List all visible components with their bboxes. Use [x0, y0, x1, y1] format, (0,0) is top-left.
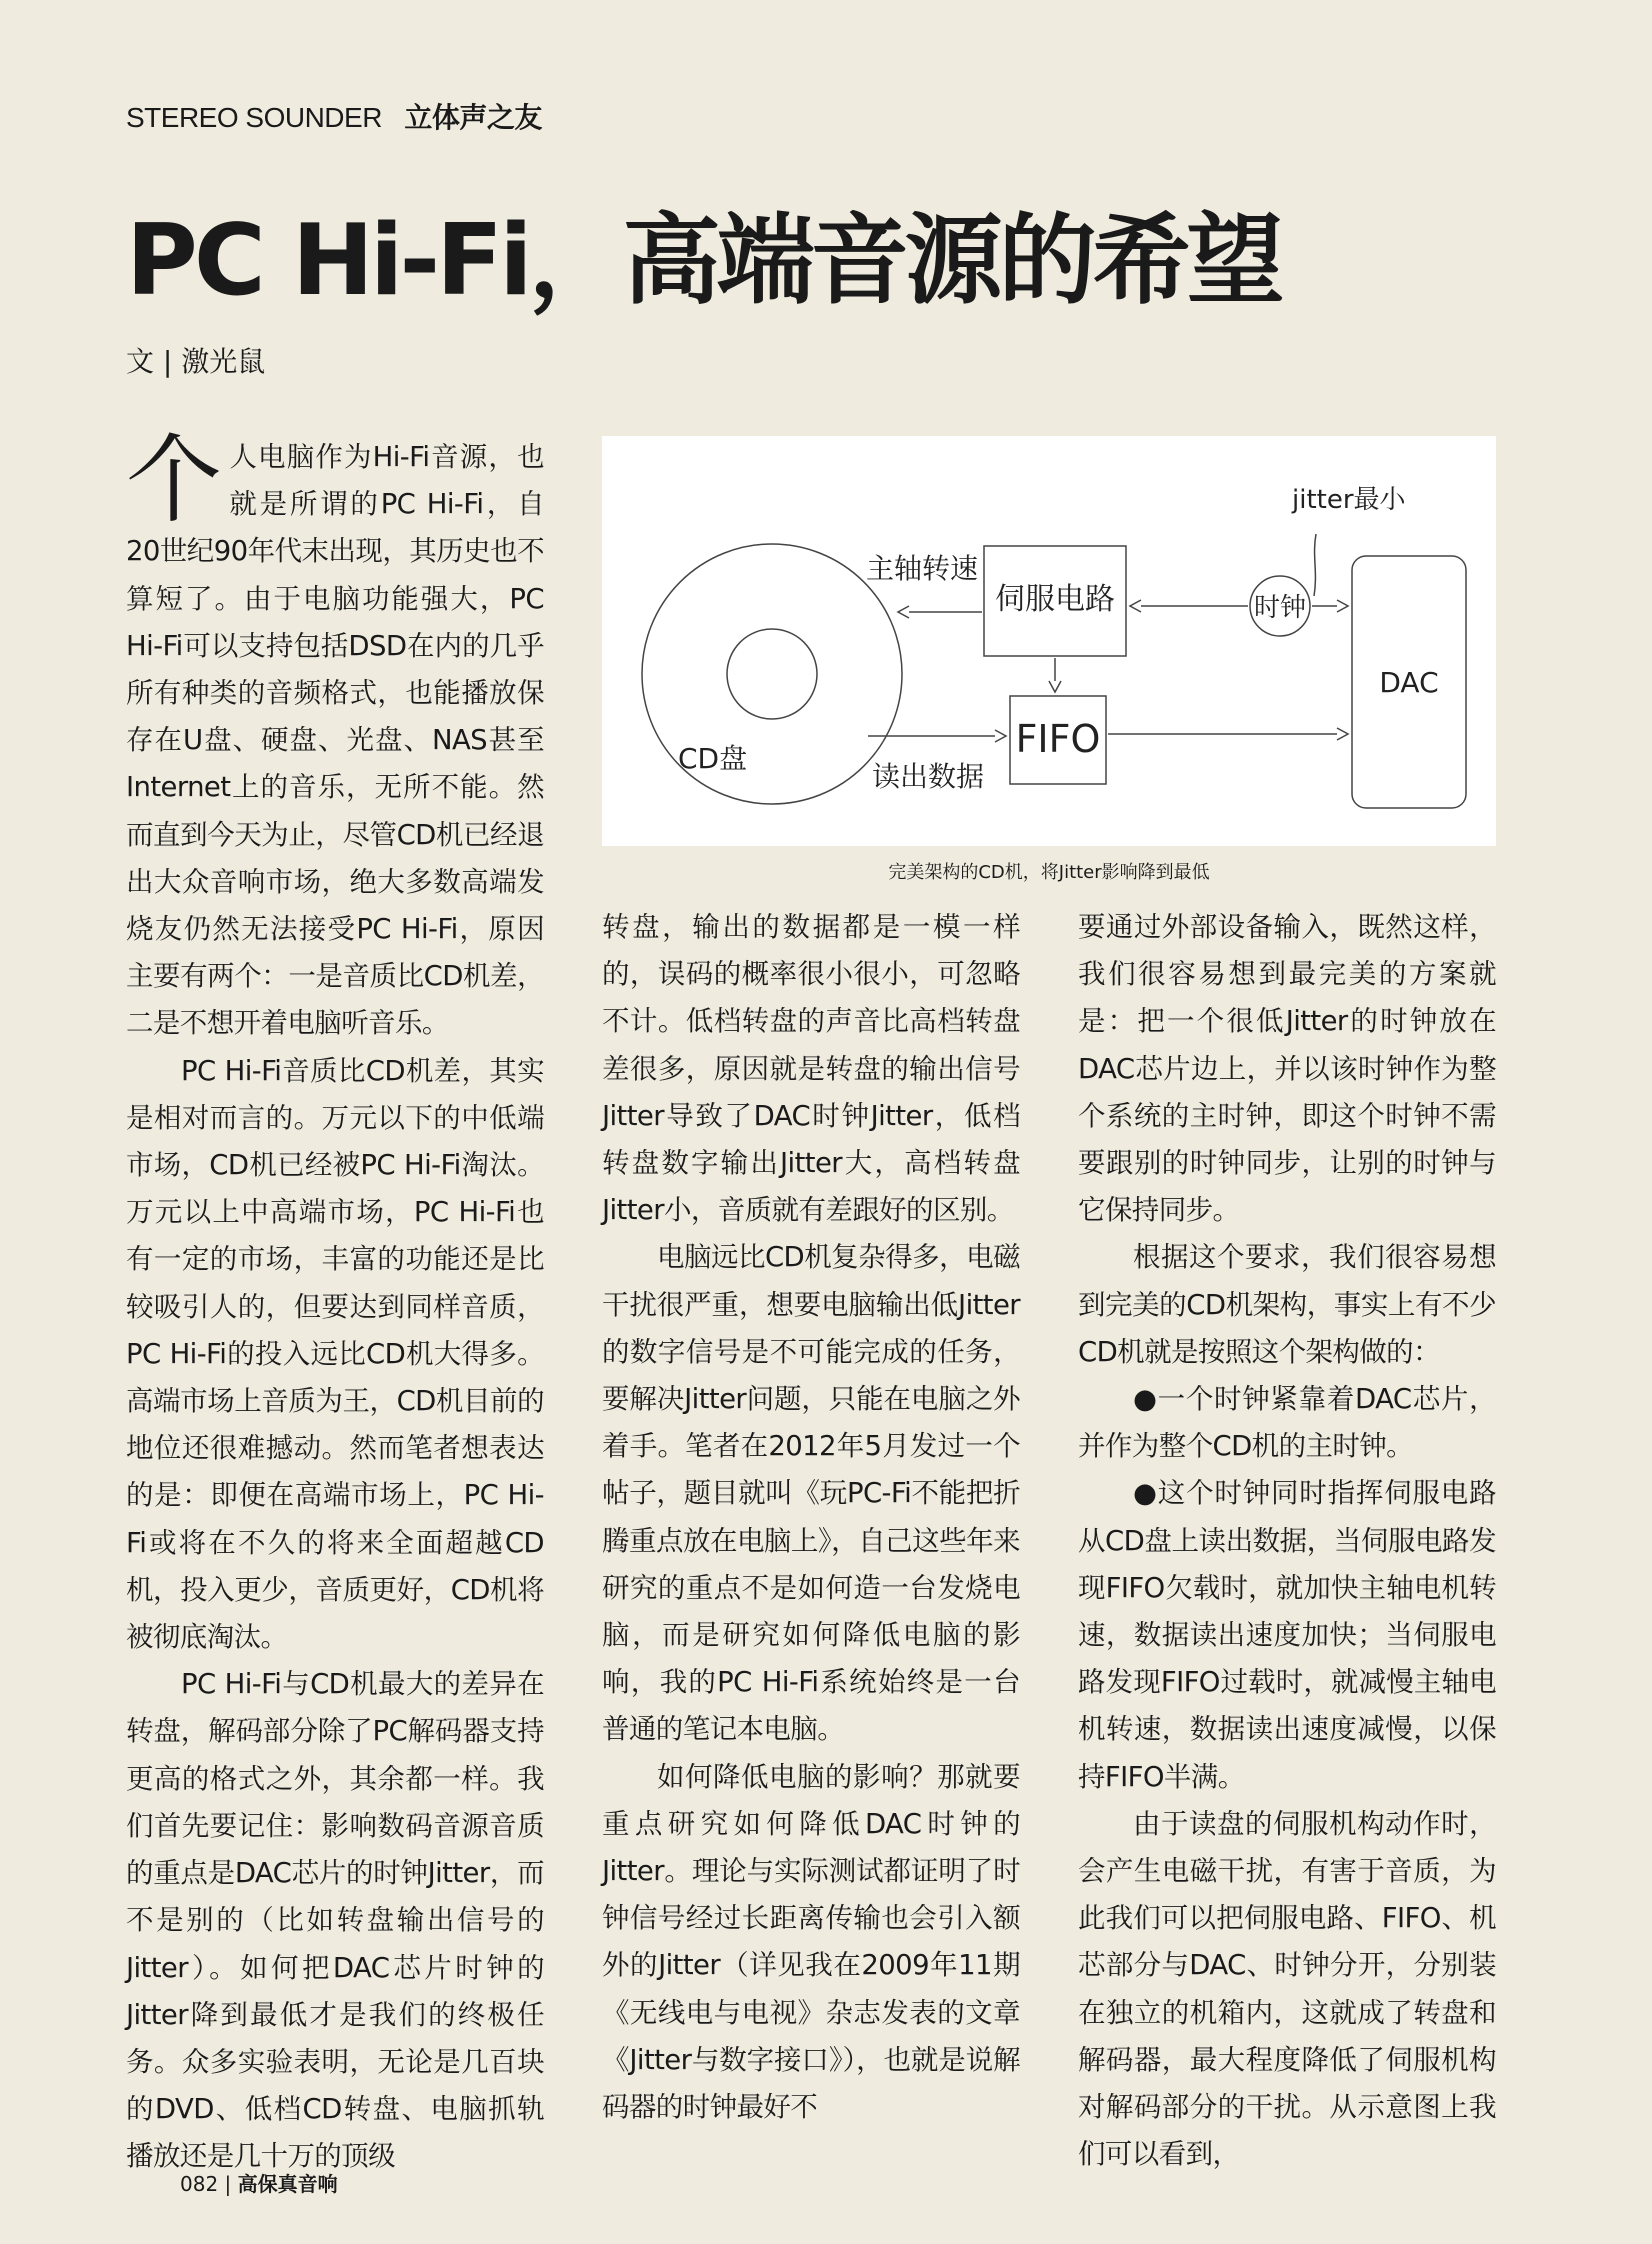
article-title: PC Hi-Fi，高端音源的希望: [126, 204, 1281, 318]
paragraph: PC Hi-Fi音质比CD机差，其实是相对而言的。万元以下的中低端市场，CD机已经被PC Hi-Fi淘汰。万元以上中高端市场，PC Hi-Fi也有一定的市场，丰富的功能还是比较吸引人的，但要达到同样音质，PC Hi-Fi的投入远比CD机大得多。高端市场上音质为王，CD机目前的地位还很难撼动。然而笔者想表达的是：即便在高端市场上，PC Hi-Fi或将在不久的将来全面超越CD机，投入更少，音质更好，CD机将被彻底淘汰。: [126, 1054, 544, 1654]
magazine-header: [126, 96, 542, 136]
column-3: [1078, 904, 1496, 2178]
paragraph: [126, 424, 544, 1048]
jitter-pointer: [1314, 534, 1316, 596]
drop-cap: 个: [126, 424, 222, 536]
paragraph: 由于读盘的伺服机构动作时，会产生电磁干扰，有害于音质，为此我们可以把伺服电路、FIFO、机芯部分与DAC、时钟分开，分别装在独立的机箱内，这就成了转盘和解码器，最大程度降低了伺服机构对解码部分的干扰。从示意图上我们可以看到，: [1078, 1807, 1496, 2171]
paragraph: 如何降低电脑的影响？那就要重点研究如何降低DAC时钟的Jitter。理论与实际测试都证明了时钟信号经过长距离传输也会引入额外的Jitter（详见我在2009年11期《无线电与电视》杂志发表的文章《Jitter与数字接口》），也就是说解码器的时钟最好不: [602, 1760, 1020, 2124]
spindle-label: 主轴转速: [866, 552, 979, 585]
cd-label: CD盘: [678, 742, 748, 775]
figure-caption: 完美架构的CD机，将Jitter影响降到最低: [888, 862, 1210, 883]
bullet-paragraph: ●一个时钟紧靠着DAC芯片，并作为整个CD机的主时钟。: [1078, 1383, 1496, 1463]
paragraph: 要通过外部设备输入，既然这样，我们很容易想到最完美的方案就是：把一个很低Jitter的时钟放在DAC芯片边上，并以该时钟作为整个系统的主时钟，即这个时钟不需要跟别的时钟同步，让别的时钟与它保持同步。: [1078, 911, 1496, 1227]
paragraph-text: 人电脑作为Hi-Fi音源，也就是所谓的PC Hi-Fi，自20世纪90年代末出现，其历史也不算短了。由于电脑功能强大，PC Hi-Fi可以支持包括DSD在内的几乎所有种类的音频格式，也能播放保存在U盘、硬盘、光盘、NAS甚至Internet上的音乐，无所不能。然而直到今天为止，尽管CD机已经退出大众音响市场，绝大多数高端发烧友仍然无法接受PC Hi-Fi，原因主要有两个：一是音质比CD机差，二是不想开着电脑听音乐。: [126, 441, 544, 1040]
cd-hole: [727, 629, 817, 719]
paragraph: PC Hi-Fi与CD机最大的差异在转盘，解码部分除了PC解码器支持更高的格式之外，其余都一样。我们首先要记住：影响数码音源音质的重点是DAC芯片的时钟Jitter，而不是别的（比如转盘输出信号的Jitter）。如何把DAC芯片时钟的Jitter降到最低才是我们的终极任务。众多实验表明，无论是几百块的DVD、低档CD转盘、电脑抓轨播放还是几十万的顶级: [126, 1668, 544, 2173]
diagram-svg: [602, 436, 1496, 846]
paragraph: 转盘，输出的数据都是一模一样的，误码的概率很小很小，可忽略不计。低档转盘的声音比高档转盘差很多，原因就是转盘的输出信号Jitter导致了DAC时钟Jitter，低档转盘数字输出Jitter大，高档转盘Jitter小，音质就有差跟好的区别。: [602, 911, 1020, 1227]
byline: 文 | 激光鼠: [126, 345, 266, 378]
column-2: [602, 904, 1020, 2131]
jitter-label: jitter最小: [1292, 485, 1406, 515]
cd-architecture-diagram: [602, 436, 1496, 846]
read-label: 读出数据: [872, 760, 985, 793]
column-1: [126, 424, 544, 2181]
clock-label: 时钟: [1253, 593, 1307, 623]
paragraph: 电脑远比CD机复杂得多，电磁干扰很严重，想要电脑输出低Jitter的数字信号是不可能完成的任务，要解决Jitter问题，只能在电脑之外着手。笔者在2012年5月发过一个帖子，题目就叫《玩PC-Fi不能把折腾重点放在电脑上》，自己这些年来研究的重点不是如何造一台发烧电脑，而是研究如何降低电脑的影响，我的PC Hi-Fi系统始终是一台普通的笔记本电脑。: [602, 1241, 1020, 1746]
header-english: STEREO SOUNDER: [126, 102, 382, 133]
paragraph: 根据这个要求，我们很容易想到完美的CD机架构，事实上有不少CD机就是按照这个架构做的：: [1078, 1241, 1496, 1368]
footer-divider: |: [224, 2172, 238, 2196]
page-footer: [180, 2168, 338, 2197]
fifo-label: FIFO: [1015, 717, 1101, 761]
header-chinese: 立体声之友: [404, 101, 542, 134]
servo-label: 伺服电路: [995, 582, 1115, 617]
dac-label: DAC: [1379, 666, 1439, 699]
magazine-name: 高保真音响: [237, 2172, 338, 2196]
bullet-paragraph: ●这个时钟同时指挥伺服电路从CD盘上读出数据，当伺服电路发现FIFO欠载时，就加快主轴电机转速，数据读出速度加快；当伺服电路发现FIFO过载时，就减慢主轴电机转速，数据读出速度减慢，以保持FIFO半满。: [1078, 1477, 1496, 1793]
page-number: 082: [180, 2172, 219, 2196]
